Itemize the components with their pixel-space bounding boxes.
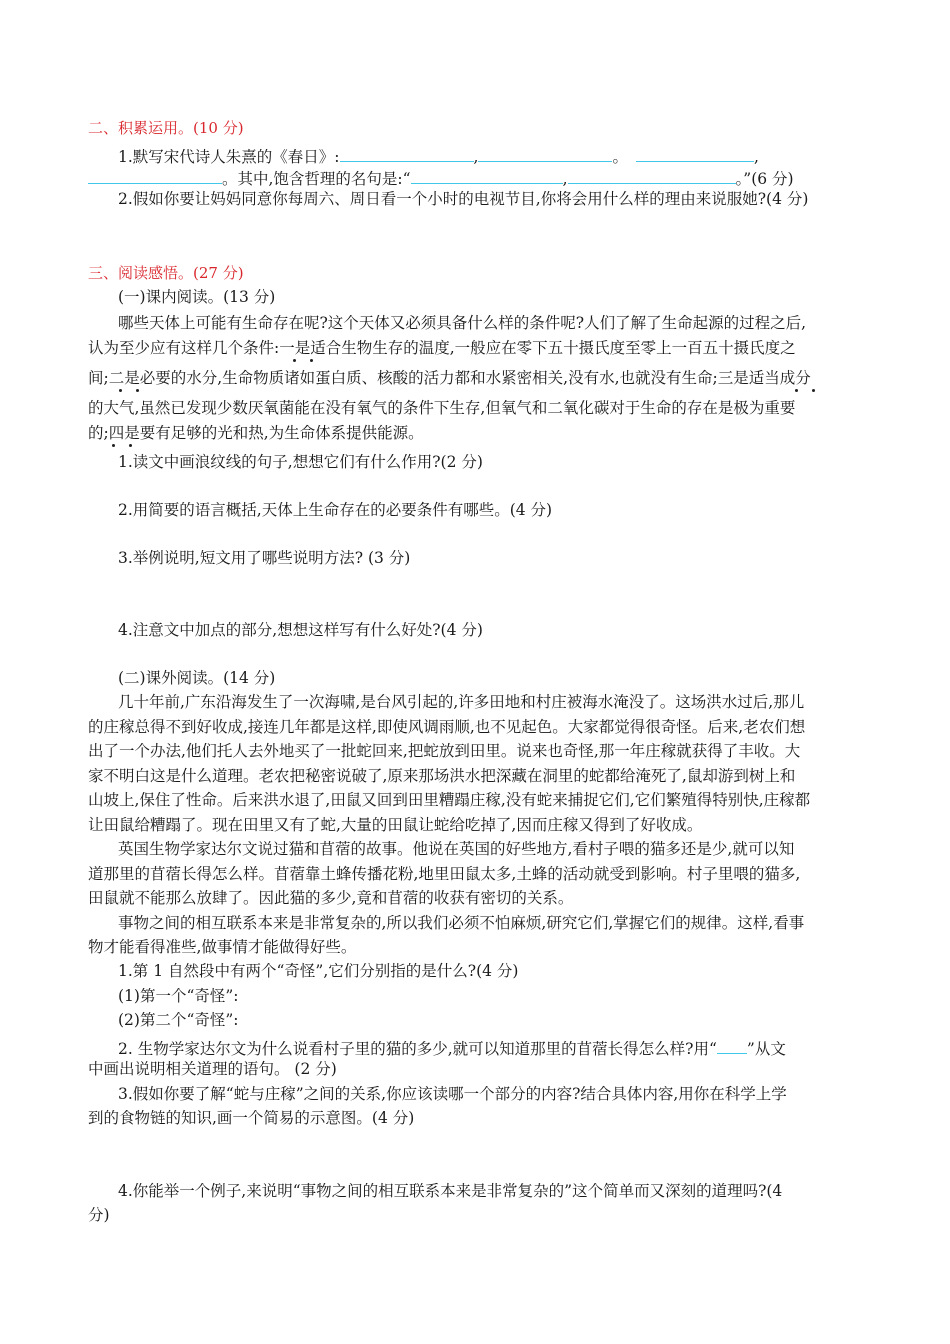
part2-q3-line2: 到的食物链的知识,画一个简易的示意图。(4 分): [88, 1109, 415, 1127]
punct: ,: [562, 170, 568, 188]
punct: ,: [753, 148, 759, 166]
answer-blank-5[interactable]: [411, 168, 563, 184]
emphasis-dot: [795, 389, 798, 392]
part1-q2: 2.用简要的语言概括,天体上生命存在的必要条件有哪些。(4 分): [118, 501, 553, 519]
p2-line-10: 事物之间的相互联系本来是非常复杂的,所以我们必须不怕麻烦,研究它们,掌握它们的规律。这样,看事: [118, 914, 805, 932]
p2-line-7: 英国生物学家达尔文说过猫和苜蓿的故事。他说在英国的好些地方,看村子喂的猫多还是少,就可以知: [118, 840, 795, 858]
emphasis-dot: [136, 389, 139, 392]
answer-blank-7[interactable]: [717, 1038, 747, 1054]
part2-q4-line1: 4.你能举一个例子,来说明“事物之间的相互联系本来是非常复杂的”这个简单而又深刻的道理吗?(4: [118, 1182, 783, 1200]
p1-line-5: 的;四是要有足够的光和热,为生命体系提供能源。: [88, 424, 424, 442]
part2-q1: 1.第 1 自然段中有两个“奇怪”,它们分别指的是什么?(4 分): [118, 962, 519, 980]
part2-q1a: (1)第一个“奇怪”:: [118, 987, 239, 1005]
part2-q2-line2: 中画出说明相关道理的语句。 (2 分): [88, 1060, 337, 1078]
p2-line-8: 道那里的苜蓿长得怎么样。苜蓿靠土蜂传播花粉,地里田鼠太多,土蜂的活动就受到影响。村子里喂的猫多,: [88, 865, 801, 883]
p1-line-1: 哪些天体上可能有生命存在呢?这个天体又必须具备什么样的条件呢?人们了解了生命起源的过程之后,: [118, 314, 807, 332]
p2-line-5: 山坡上,保住了性命。后来洪水退了,田鼠又回到田里糟蹋庄稼,没有蛇来捕捉它们,它们繁殖得特别快,庄稼都: [88, 791, 811, 809]
part2-q1b: (2)第二个“奇怪”:: [118, 1011, 239, 1029]
q2-1-end: 。”(6 分): [735, 170, 794, 188]
section-2-heading: 二、积累运用。(10 分): [88, 119, 244, 137]
part2-q3-line1: 3.假如你要了解“蛇与庄稼”之间的关系,你应该读哪一个部分的内容?结合具体内容,用你在科学上学: [118, 1085, 787, 1103]
p2-line-6: 让田鼠给糟蹋了。现在田里又有了蛇,大量的田鼠让蛇给吃掉了,因而庄稼又得到了好收成。: [88, 816, 703, 834]
punct: 。: [612, 148, 628, 166]
part2-q2-tail: ”从文: [746, 1040, 786, 1058]
part2-title: (二)课外阅读。(14 分): [118, 669, 276, 687]
p1-line-4: 的大气,虽然已发现少数厌氧菌能在没有氧气的条件下生存,但氧气和二氧化碳对于生命的存在是极为重要: [88, 399, 796, 417]
part2-q4-line2: 分): [88, 1206, 110, 1224]
q2-1-mid-text: 。其中,饱含哲理的名句是:“: [222, 170, 411, 188]
answer-blank-1[interactable]: [340, 146, 474, 162]
q2-1-line2: [88, 168, 794, 188]
part2-q2-line1: [118, 1038, 786, 1058]
answer-blank-4[interactable]: [88, 168, 222, 184]
part1-q4: 4.注意文中加点的部分,想想这样写有什么好处?(4 分): [118, 621, 483, 639]
emphasis-dot: [293, 359, 296, 362]
section-3-heading: 三、阅读感悟。(27 分): [88, 264, 244, 282]
p2-line-9: 田鼠就不能那么放肆了。因此猫的多少,竟和苜蓿的收获有密切的关系。: [88, 889, 574, 907]
part1-title: (一)课内阅读。(13 分): [118, 288, 276, 306]
emphasis-dot: [812, 389, 815, 392]
answer-blank-6[interactable]: [568, 168, 736, 184]
p2-line-11: 物才能看得准些,做事情才能做得好些。: [88, 938, 357, 956]
p1-line-3: 间;二是必要的水分,生命物质诸如蛋白质、核酸的活力都和水紧密相关,没有水,也就没有生命;三是适当成分: [88, 369, 811, 387]
part2-q2-text: 2. 生物学家达尔文为什么说看村子里的猫的多少,就可以知道那里的苜蓿长得怎么样?用“: [118, 1040, 717, 1058]
answer-blank-3[interactable]: [636, 146, 754, 162]
q2-1-line1: [118, 146, 759, 166]
emphasis-dot: [310, 359, 313, 362]
part1-q3: 3.举例说明,短文用了哪些说明方法? (3 分): [118, 549, 411, 567]
answer-blank-2[interactable]: [478, 146, 612, 162]
punct: ,: [473, 148, 479, 166]
q2-1-prompt: 1.默写宋代诗人朱熹的《春日》:: [118, 148, 340, 166]
emphasis-dot: [129, 444, 132, 447]
part1-q1: 1.读文中画浪纹线的句子,想想它们有什么作用?(2 分): [118, 453, 483, 471]
emphasis-dot: [112, 444, 115, 447]
p1-line-2: 认为至少应有这样几个条件:一是适合生物生存的温度,一般应在零下五十摄氏度至零上一百五十摄氏度之: [88, 339, 796, 357]
p2-line-3: 出了一个办法,他们托人去外地买了一批蛇回来,把蛇放到田里。说来也奇怪,那一年庄稼就获得了丰收。大: [88, 742, 801, 760]
emphasis-dot: [119, 389, 122, 392]
q2-2: 2.假如你要让妈妈同意你每周六、周日看一个小时的电视节目,你将会用什么样的理由来说服她?(4 分): [118, 190, 809, 208]
p2-line-4: 家不明白这是什么道理。老农把秘密说破了,原来那场洪水把深藏在洞里的蛇都给淹死了,鼠却游到树上和: [88, 767, 796, 785]
p2-line-2: 的庄稼总得不到好收成,接连几年都是这样,即使风调雨顺,也不见起色。大家都觉得很奇怪。后来,老农们想: [88, 718, 806, 736]
p2-line-1: 几十年前,广东沿海发生了一次海啸,是台风引起的,许多田地和村庄被海水淹没了。这场洪水过后,那儿: [118, 693, 805, 711]
